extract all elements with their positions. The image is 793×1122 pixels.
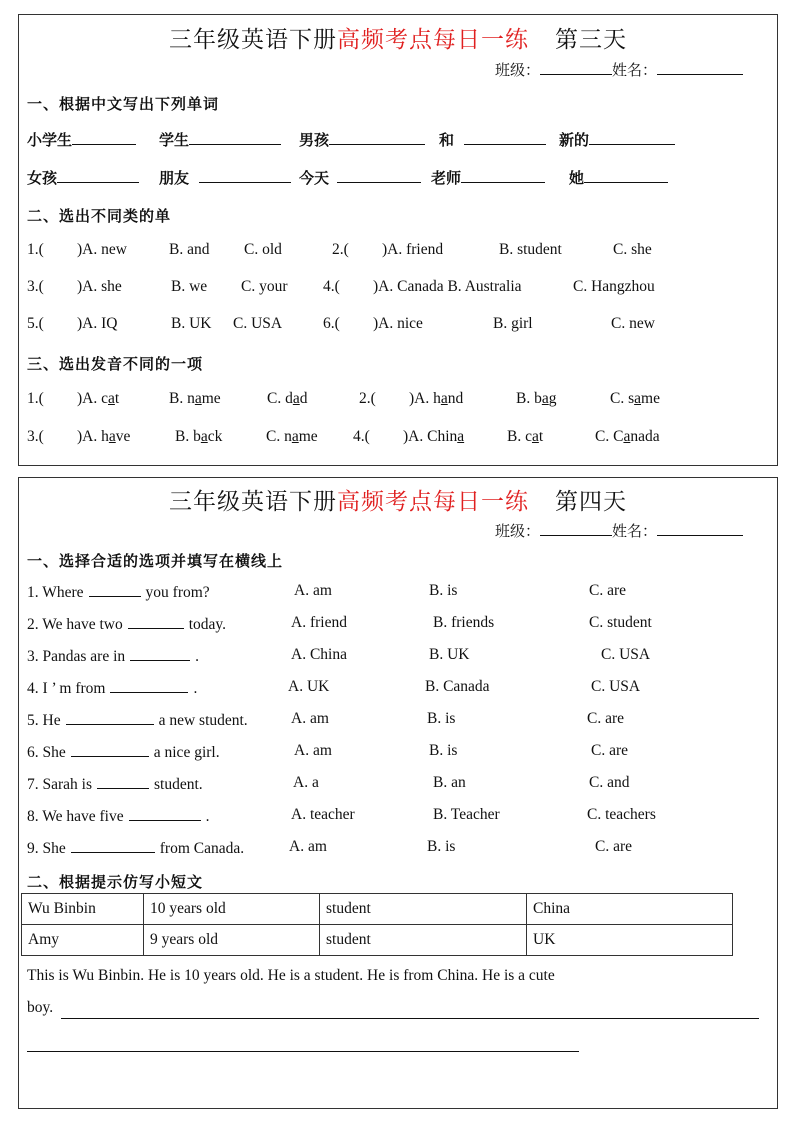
table-cell: student [320, 925, 527, 956]
answer-blank[interactable] [329, 130, 425, 145]
class-name-line [495, 520, 743, 541]
option-a[interactable]: A. am [289, 838, 327, 855]
option-a[interactable]: A. am [291, 710, 329, 727]
question-stem: 2. We have two today. [27, 616, 227, 633]
name-field[interactable] [657, 60, 743, 75]
title-day: 第四天 [555, 489, 627, 515]
word-item: 男孩 [299, 129, 425, 150]
option-c[interactable]: C. and [589, 774, 630, 791]
word-item: 女孩 [27, 167, 139, 188]
section-heading: 二、根据提示仿写小短文 [27, 873, 204, 891]
name-label: 姓名： [612, 61, 658, 79]
option-c[interactable]: C. USA [601, 646, 651, 663]
table-cell: Wu Binbin [22, 894, 144, 925]
option-a[interactable]: A. UK [288, 678, 330, 695]
question-stem: 4. I ’ m from . [27, 680, 198, 697]
answer-blank[interactable] [72, 130, 136, 145]
option-b[interactable]: B. is [429, 582, 458, 599]
name-label: 姓名： [612, 522, 658, 540]
answer-blank[interactable] [199, 168, 291, 183]
question-stem: 6. She a nice girl. [27, 744, 220, 761]
answer-blank[interactable] [71, 742, 149, 757]
name-field[interactable] [657, 521, 743, 536]
option-b[interactable]: B. UK [429, 646, 470, 663]
table-cell: 10 years old [144, 894, 320, 925]
option-c[interactable]: C. are [591, 742, 629, 759]
title-prefix: 三年级英语下册 [169, 489, 337, 515]
class-label: 班级： [495, 61, 541, 79]
option-b[interactable]: B. friends [433, 614, 495, 631]
title-highlight: 高频考点每日一练 [337, 489, 529, 515]
word-item: 朋友 [159, 167, 291, 188]
question-stem: 7. Sarah is student. [27, 776, 203, 793]
table-cell: UK [527, 925, 733, 956]
answer-blank[interactable] [129, 806, 201, 821]
option-b[interactable]: B. is [427, 838, 456, 855]
word-item: 学生 [159, 129, 281, 150]
table-cell: Amy [22, 925, 144, 956]
answer-blank[interactable] [97, 774, 149, 789]
example-text-cont: boy. [27, 999, 54, 1016]
table-cell: 9 years old [144, 925, 320, 956]
answer-blank[interactable] [589, 130, 675, 145]
day4-title [19, 483, 777, 516]
answer-blank[interactable] [66, 710, 154, 725]
option-a[interactable]: A. teacher [291, 806, 355, 823]
example-text: This is Wu Binbin. He is 10 years old. He is a student. He is from China. He is a cute [27, 967, 555, 984]
option-c[interactable]: C. are [595, 838, 633, 855]
day3-worksheet: 三年级英语下册高频考点每日一练 第三天 班级： 姓名： 一、根据中文写出下列单词 小学生 学生 男孩 和 新的 女孩 朋友 今天 老师 她 二、选出不同类的单 1.( )A. new B. and C. old 2.( )A. friend B. student C. she 3.( )A. she B. we C. your 4.( )A. Canada B. Australia C. Hangzhou 5.( )A. IQ B. UK C. USA 6.( )A. nice B. girl C. new 三、选出发音不同的一项 1.( )A. cat B. name C. dad 2.( )A. hand B. bag C. same 3.( )A. have B. back C. name 4.( )A. China B. cat C. Canada [18, 14, 778, 466]
option-c[interactable]: C. USA [591, 678, 641, 695]
option-c[interactable]: C. teachers [587, 806, 656, 823]
answer-blank[interactable] [71, 838, 155, 853]
section-heading: 二、选出不同类的单 [27, 207, 172, 225]
answer-blank[interactable] [57, 168, 139, 183]
option-a[interactable]: A. China [291, 646, 347, 663]
answer-blank[interactable] [464, 130, 546, 145]
word-item: 她 [569, 167, 668, 188]
title-day: 第三天 [555, 27, 627, 53]
answer-blank[interactable] [89, 582, 141, 597]
info-table [21, 893, 733, 956]
answer-blank[interactable] [337, 168, 421, 183]
option-b[interactable]: B. Canada [425, 678, 490, 695]
table-cell: China [527, 894, 733, 925]
option-c[interactable]: C. student [589, 614, 652, 631]
option-b[interactable]: B. Teacher [433, 806, 500, 823]
answer-blank[interactable] [128, 614, 184, 629]
day3-title [19, 21, 777, 54]
class-field[interactable] [540, 521, 612, 536]
question-stem: 9. She from Canada. [27, 840, 245, 857]
option-c[interactable]: C. are [589, 582, 627, 599]
answer-blank[interactable] [584, 168, 668, 183]
option-b[interactable]: B. an [433, 774, 466, 791]
day4-worksheet [18, 477, 778, 1109]
option-b[interactable]: B. is [429, 742, 458, 759]
table-cell: student [320, 894, 527, 925]
answer-blank[interactable] [110, 678, 188, 693]
option-a[interactable]: A. a [293, 774, 319, 791]
answer-blank[interactable] [461, 168, 545, 183]
word-item: 小学生 [27, 129, 136, 150]
class-name-line [495, 59, 743, 80]
class-label: 班级： [495, 522, 541, 540]
writing-line[interactable] [61, 1018, 759, 1019]
answer-blank[interactable] [189, 130, 281, 145]
table-row [22, 925, 733, 956]
option-a[interactable]: A. am [294, 742, 332, 759]
title-highlight: 高频考点每日一练 [337, 27, 529, 53]
word-item: 和 [439, 129, 546, 150]
section-heading: 一、选择合适的选项并填写在横线上 [27, 552, 284, 570]
question-stem: 5. He a new student. [27, 712, 248, 729]
option-a[interactable]: A. friend [291, 614, 347, 631]
option-a[interactable]: A. am [294, 582, 332, 599]
class-field[interactable] [540, 60, 612, 75]
word-item: 今天 [299, 167, 421, 188]
word-item: 新的 [559, 129, 675, 150]
question-stem: 8. We have five . [27, 808, 210, 825]
word-item: 老师 [431, 167, 545, 188]
writing-line[interactable] [27, 1051, 579, 1052]
table-row [22, 894, 733, 925]
answer-blank[interactable] [130, 646, 190, 661]
title-prefix: 三年级英语下册 [169, 27, 337, 53]
option-b[interactable]: B. is [427, 710, 456, 727]
section-heading: 三、选出发音不同的一项 [27, 355, 204, 373]
section-heading: 一、根据中文写出下列单词 [27, 95, 220, 113]
option-c[interactable]: C. are [587, 710, 625, 727]
question-stem: 3. Pandas are in . [27, 648, 200, 665]
question-stem: 1. Where you from? [27, 584, 210, 601]
